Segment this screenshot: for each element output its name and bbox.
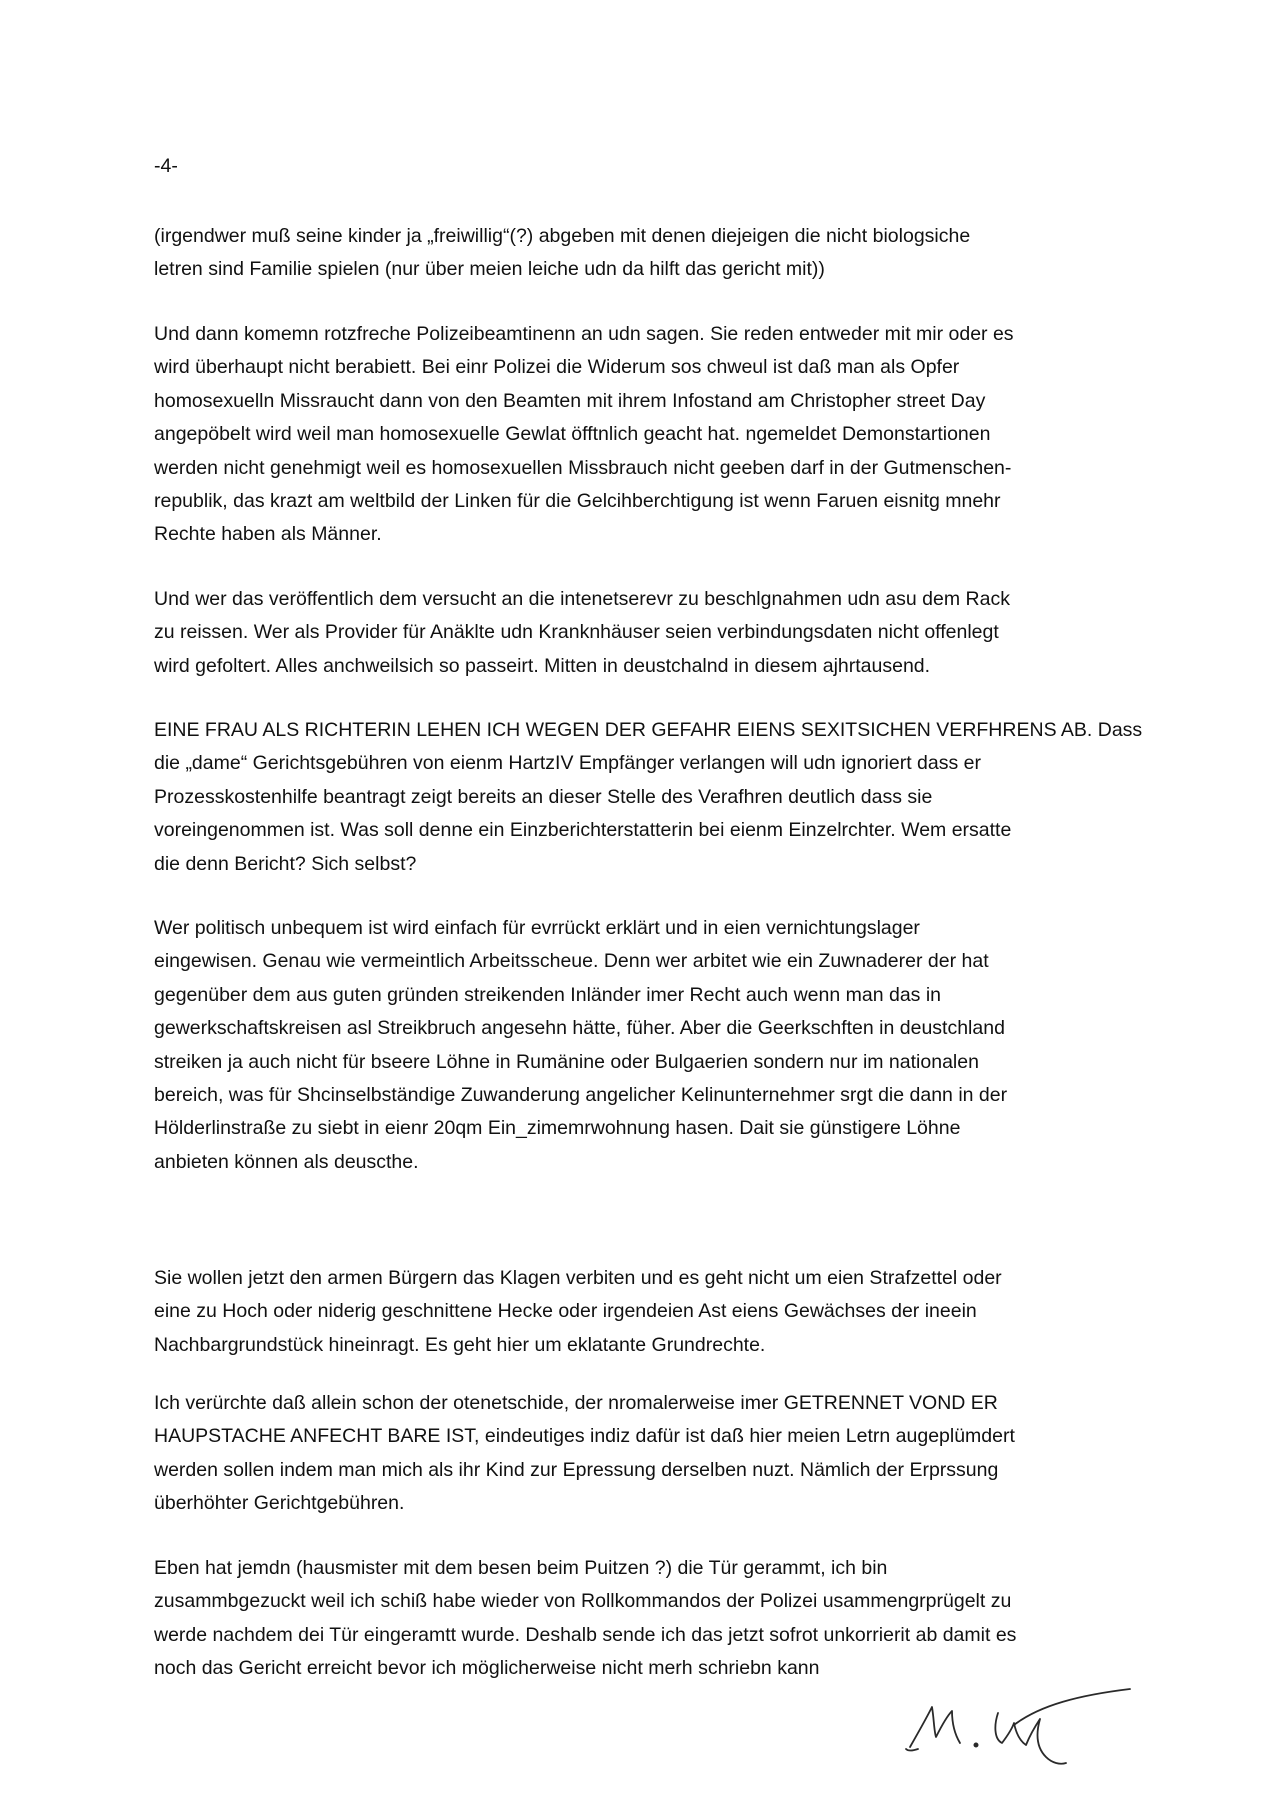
text-line: Prozesskostenhilfe beantragt zeigt bereits an dieser Stelle des Verafhren deutlich dass sie [154, 785, 933, 808]
text-line: Und wer das veröffentlich dem versucht an die intenetserevr zu beschlgnahmen udn asu dem Rack [154, 588, 1010, 610]
text-line: Ich verürchte daß allein schon der otenetschide, der nromalerweise imer GETRENNET VOND ER [154, 1392, 998, 1414]
text-line: anbieten können als deuscthe. [154, 1150, 419, 1173]
text-line: überhöhter Gerichtgebühren. [154, 1492, 405, 1515]
text-line: werden sollen indem man mich als ihr Kind zur Epressung derselben nuzt. Nämlich der Erprssung [154, 1458, 999, 1481]
text-line: werde nachdem dei Tür eingeramtt wurde. Deshalb sende ich das jetzt sofrot unkorrierit ab damit es [154, 1623, 1017, 1646]
text-line: homosexuelln Missraucht dann von den Beamten mit ihrem Infostand am Christopher street Day [154, 389, 986, 412]
text-line: EINE FRAU ALS RICHTERIN LEHEN ICH WEGEN DER GEFAHR EIENS SEXITSICHEN VERFHRENS AB. Dass [154, 719, 1143, 741]
document-page [154, 0, 1144, 1811]
text-line: HAUPSTACHE ANFECHT BARE IST, eindeutiges indiz dafür ist daß hier meien Letrn augeplümdert [154, 1425, 1015, 1448]
text-line: werden nicht genehmigt weil es homosexuellen Missbrauch nicht geeben darf in der Gutmenschen- [154, 456, 1012, 479]
paragraph-6 [154, 1262, 1144, 1362]
paragraph-7 [154, 1387, 1144, 1521]
text-line: republik, das krazt am weltbild der Linken für die Gelcihberchtigung ist wenn Faruen eisnitg mnehr [154, 490, 1001, 513]
text-line: bereich, was für Shcinselbständige Zuwanderung angelicher Kelinunternehmer srgt die dann in der [154, 1084, 1008, 1107]
text-line: Sie wollen jetzt den armen Bürgern das Klagen verbiten und es geht nicht um eien Strafzettel oder [154, 1267, 1002, 1289]
paragraph-5 [154, 912, 1144, 1179]
signature-stroke [906, 1749, 918, 1751]
text-line: Rechte haben als Männer. [154, 523, 382, 546]
text-line: Wer politisch unbequem ist wird einfach für evrrückt erklärt und in eien vernichtungslager [154, 917, 920, 939]
text-line: wird gefoltert. Alles anchweilsich so passeirt. Mitten in deustchalnd in diesem ajhrtausend. [154, 654, 931, 677]
signature-dot [974, 1743, 977, 1746]
text-line: die „dame“ Gerichtsgebühren von eienm HartzIV Empfänger verlangen will udn ignoriert dass er [154, 752, 981, 775]
signature-stroke [910, 1707, 960, 1747]
paragraph-4 [154, 714, 1144, 881]
text-line: Hölderlinstraße zu siebt in eienr 20qm Ein_zimemrwohnung hasen. Dait sie günstigere Löhne [154, 1117, 961, 1140]
page-number: -4- [154, 155, 178, 177]
signature-stroke [995, 1713, 1066, 1764]
paragraph-3 [154, 583, 1144, 683]
text-line: gegenüber dem aus guten gründen streikenden Inländer imer Recht auch wenn man das in [154, 983, 942, 1006]
signature-stroke [1014, 1689, 1130, 1725]
text-line: eingewisen. Genau wie vermeintlich Arbeitsscheue. Denn wer arbitet wie ein Zuwnaderer der hat [154, 950, 989, 973]
text-line: eine zu Hoch oder niderig geschnittene Hecke oder irgendeien Ast eiens Gewächses der ineein [154, 1300, 977, 1323]
text-line: die denn Bericht? Sich selbst? [154, 852, 417, 875]
paragraph-1 [154, 220, 1144, 287]
text-line: (irgendwer muß seine kinder ja „freiwillig“(?) abgeben mit denen diejeigen die nicht biologsiche [154, 225, 971, 247]
text-line: letren sind Familie spielen (nur über meien leiche udn da hilft das gericht mit)) [154, 258, 825, 281]
text-line: gewerkschaftskreisen asl Streikbruch angesehn hätte, füher. Aber die Geerkschften in deustchland [154, 1017, 1005, 1040]
text-line: voreingenommen ist. Was soll denne ein Einzberichterstatterin bei eienm Einzelrchter. Wem ersatte [154, 819, 1012, 842]
text-line: noch das Gericht erreicht bevor ich möglicherweise nicht merh schriebn kann [154, 1657, 820, 1680]
text-line: wird überhaupt nicht berabiett. Bei einr Polizei die Widerum sos chweul ist daß man als Opfer [154, 356, 960, 379]
text-line: Und dann komemn rotzfreche Polizeibeamtinenn an udn sagen. Sie reden entweder mit mir oder es [154, 323, 1014, 345]
paragraph-8 [154, 1552, 1144, 1686]
text-line: zusammbgezuckt weil ich schiß habe wieder von Rollkommandos der Polizei usammengrprügelt zu [154, 1590, 1012, 1613]
text-line: zu reissen. Wer als Provider für Anäklte udn Kranknhäuser seien verbindungsdaten nicht offenlegt [154, 621, 999, 644]
paragraph-2 [154, 318, 1144, 552]
text-line: Eben hat jemdn (hausmister mit dem besen beim Puitzen ?) die Tür gerammt, ich bin [154, 1557, 888, 1579]
text-line: angepöbelt wird weil man homosexuelle Gewlat öfftnlich geacht hat. ngemeldet Demonstartionen [154, 423, 991, 446]
text-line: streiken ja auch nicht für bseere Löhne in Rumänine oder Bulgaerien sondern nur im nationalen [154, 1050, 979, 1073]
handwritten-signature-icon [890, 1685, 1140, 1775]
text-line: Nachbargrundstück hineinragt. Es geht hier um eklatante Grundrechte. [154, 1333, 766, 1356]
